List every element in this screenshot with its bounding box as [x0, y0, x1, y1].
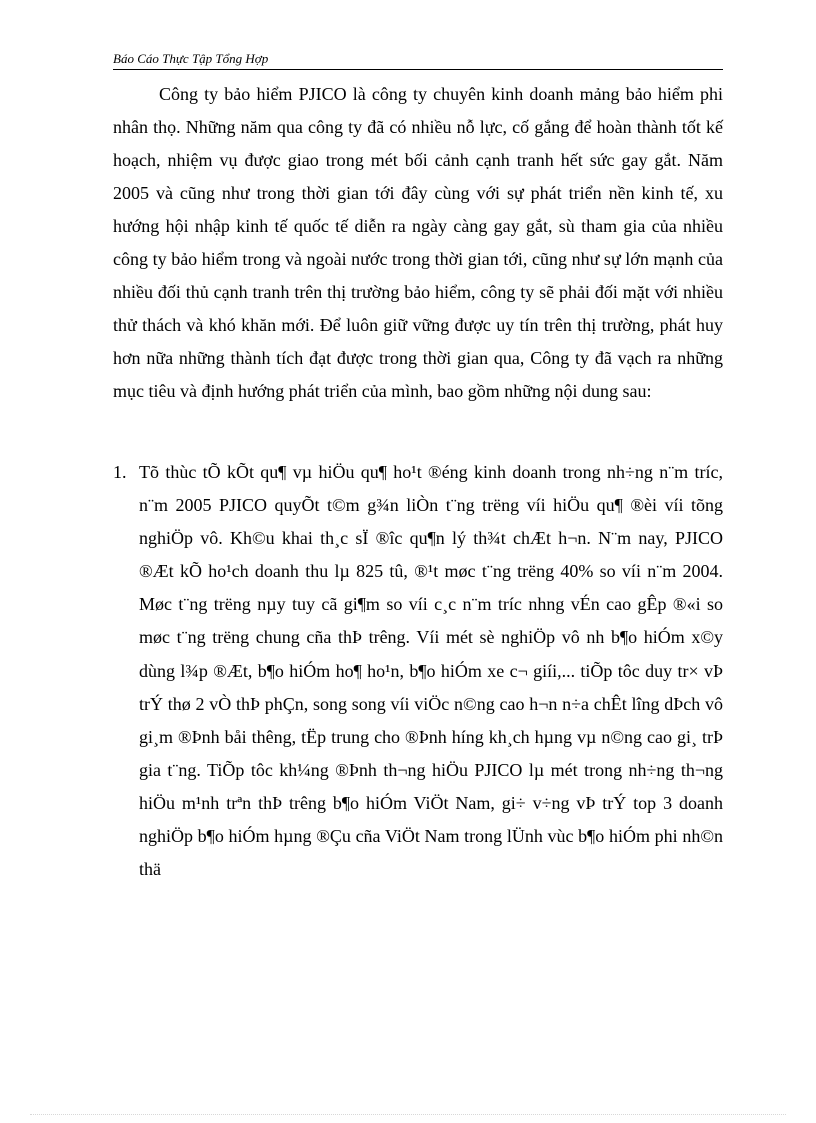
list-item-text: Tõ thùc tÕ kÕt qu¶ vµ hiÖu qu¶ ho¹t ®éng kinh doanh trong nh÷ng n¨m tríc, n¨m 2005 PJICO quyÕt t©m g¾n liÒn t¨ng trëng víi hiÖu qu¶ ®èi víi tõng nghiÖp vô. Kh©u khai th¸c sÏ ®îc qu¶n lý th¾t chÆt h¬n. N¨m nay, PJICO ®Æt kÕ ho¹ch doanh thu lµ 825 tû, ®¹t møc t¨ng trëng 40% so víi n¨m 2004. Møc t¨ng trëng nµy tuy cã gi¶m so víi c¸c n¨m tríc nhng vÉn cao gÊp ®«i so møc t¨ng trëng chung cña thÞ trêng. Víi mét sè nghiÖp vô nh b¶o hiÓm x©y dùng l¾p ®Æt, b¶o hiÓm ho¶ ho¹n, b¶o hiÓm xe c¬ giíi,... tiÕp tôc duy tr× vÞ trÝ thø 2 vÒ thÞ phÇn, song song víi viÖc n©ng cao h¬n n÷a chÊt lîng dÞch vô gi¸m ®Þnh båi thêng, tËp trung cho ®Þnh híng kh¸ch hµng vµ n©ng cao gi¸ trÞ gia t¨ng. TiÕp tôc kh¼ng ®Þnh th¬ng hiÖu PJICO lµ mét trong nh÷ng th¬ng hiÖu m¹nh trªn thÞ trêng b¶o hiÓm ViÖt Nam, gi÷ v÷ng vÞ trÝ top 3 doanh nghiÖp b¶o hiÓm hµng ®Çu cña ViÖt Nam trong lÜnh vùc b¶o hiÓm phi nh©n thä	[139, 462, 723, 880]
list-item-number: 1.	[113, 462, 127, 482]
numbered-list	[113, 456, 723, 886]
page-header	[113, 51, 723, 67]
header-rule	[113, 69, 723, 70]
page-bottom-border	[30, 1114, 786, 1115]
body-text	[113, 78, 723, 408]
list-item	[113, 456, 723, 886]
header-title: Báo Cáo Thực Tập Tổng Hợp	[113, 51, 269, 66]
intro-paragraph: Công ty bảo hiểm PJICO là công ty chuyên kinh doanh mảng bảo hiểm phi nhân thọ. Những năm qua công ty đã có nhiều nỗ lực, cố gắng để hoàn thành tốt kế hoạch, nhiệm vụ được giao trong mét bối cảnh cạnh tranh hết sức gay gắt. Năm 2005 và cũng như trong thời gian tới đây cùng với sự phát triển nền kinh tế, xu hướng hội nhập kinh tế quốc tế diễn ra ngày càng gay gắt, sù tham gia của nhiều công ty bảo hiểm trong và ngoài nước trong thời gian tới, cũng như sự lớn mạnh của nhiều đối thủ cạnh tranh trên thị trường bảo hiểm, công ty sẽ phải đối mặt với nhiều thử thách và khó khăn mới. Để luôn giữ vững được uy tín trên thị trường, phát huy hơn nữa những thành tích đạt được trong thời gian qua, Công ty đã vạch ra những mục tiêu và định hướng phát triển của mình, bao gồm những nội dung sau:	[113, 84, 723, 401]
